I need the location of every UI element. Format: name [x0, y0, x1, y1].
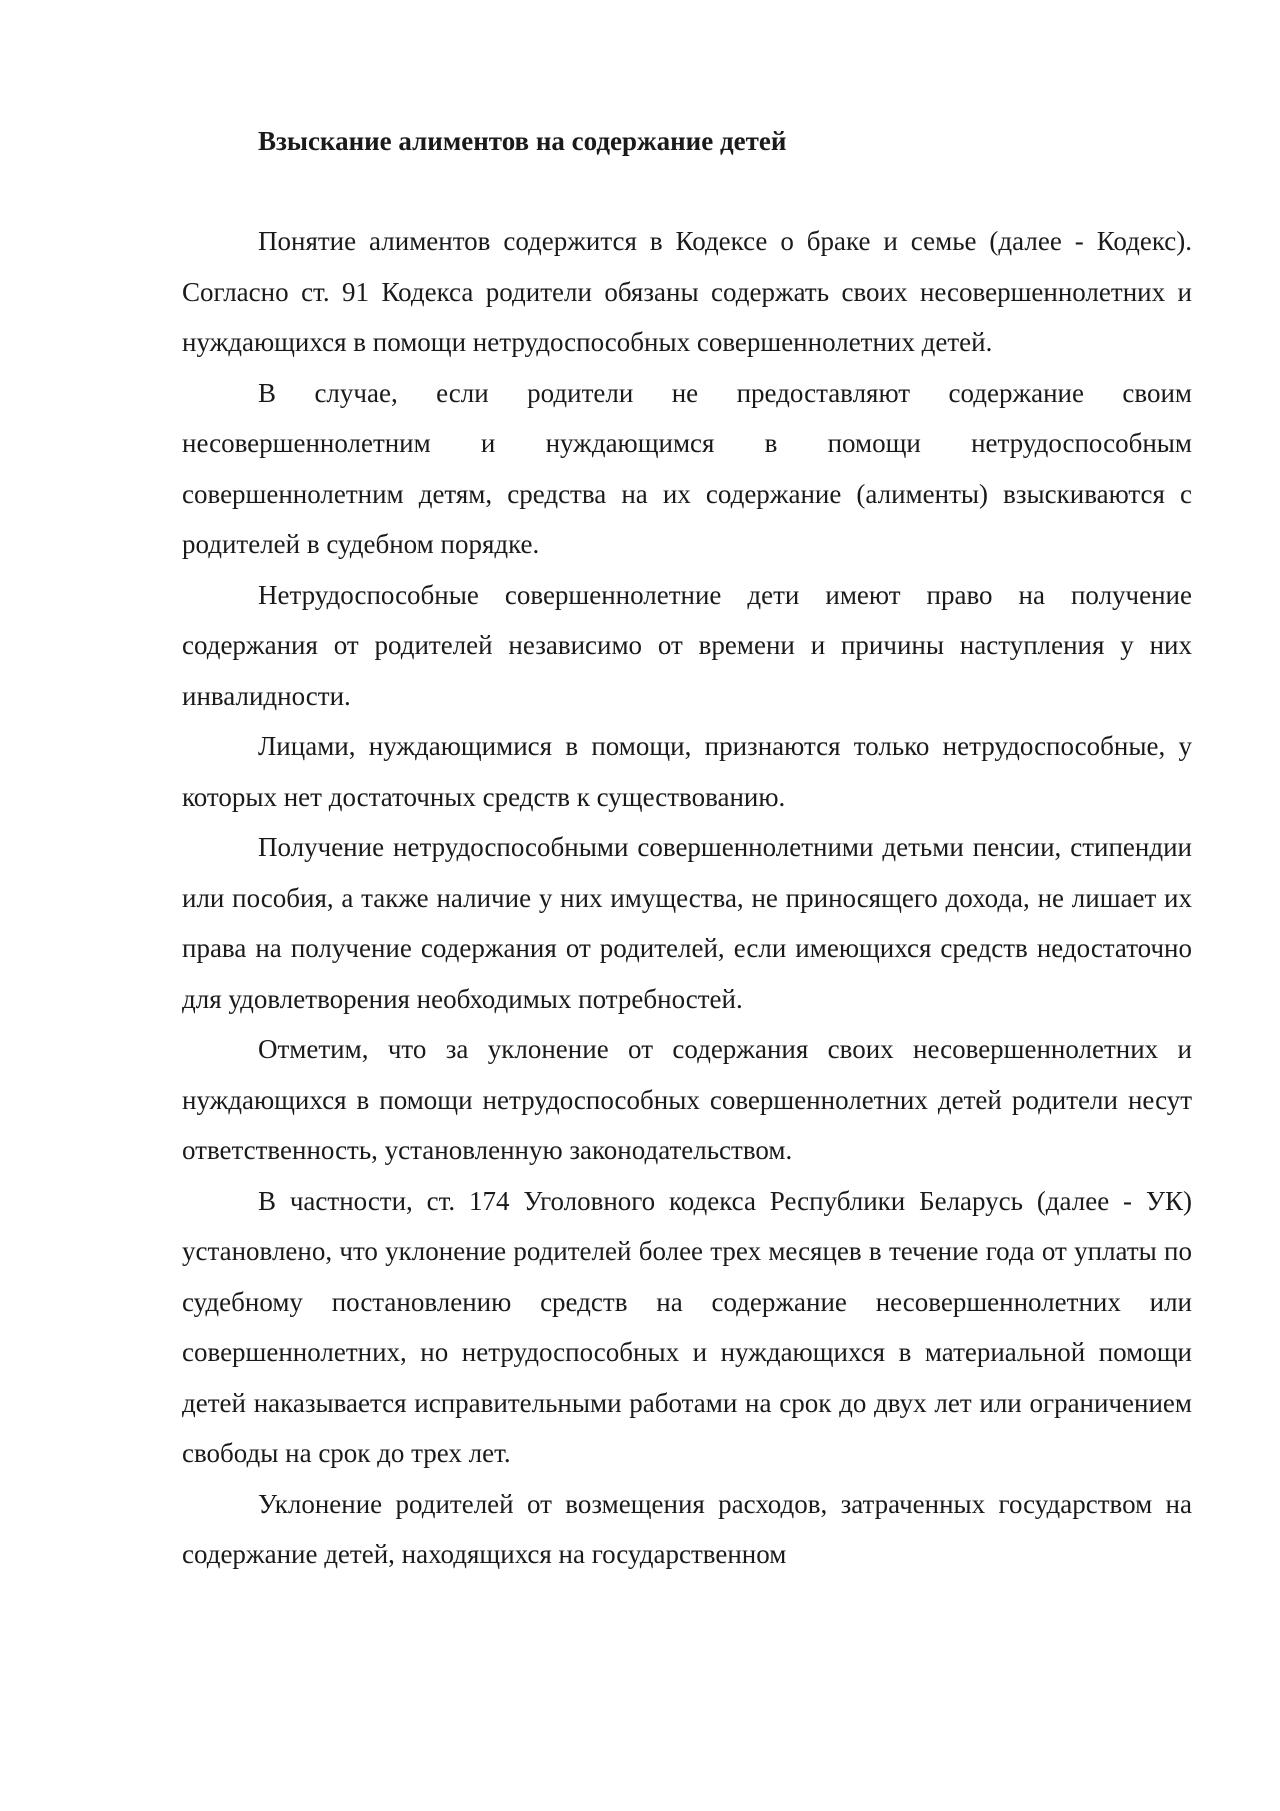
paragraph-6: Отметим, что за уклонение от содержания своих несовершеннолетних и нуждающихся в помощи нетрудоспособных совершеннолетних детей родители несут ответственность, установленную законодательством. — [182, 1034, 1192, 1165]
paragraph-3: Нетрудоспособные совершеннолетние дети имеют право на получение содержания от родителей независимо от времени и причины наступления у них инвалидности. — [182, 579, 1192, 711]
paragraph-1: Понятие алиментов содержится в Кодексе о браке и семье (далее - Кодекс). Согласно ст. 91 Кодекса родители обязаны содержать своих несовершеннолетних и нуждающихся в помощи нетрудоспособных совершеннолетних детей. — [182, 226, 1192, 357]
paragraph-8: Уклонение родителей от возмещения расходов, затраченных государством на содержание детей, находящихся на государственном — [182, 1488, 1192, 1569]
paragraph-4: Лицами, нуждающимися в помощи, признаются только нетрудоспособные, у которых нет достаточных средств к существованию. — [182, 731, 1192, 812]
document-body — [182, 116, 1192, 1580]
paragraph-7: В частности, ст. 174 Уголовного кодекса Республики Беларусь (далее - УК) установлено, что уклонение родителей более трех месяцев в течение года от уплаты по судебному постановлению средств на содержание несовершеннолетних или совершеннолетних, но нетрудоспособных и нуждающихся в материальной помощи детей наказывается исправительными работами на срок до двух лет или ограничением свободы на срок до трех лет. — [182, 1185, 1192, 1468]
paragraph-2: В случае, если родители не предоставляют содержание своим несовершеннолетним и нуждающимся в помощи нетрудоспособным совершеннолетним детям, средства на их содержание (алименты) взыскиваются с родителей в судебном порядке. — [182, 377, 1192, 559]
document-title: Взыскание алиментов на содержание детей — [258, 126, 787, 156]
paragraph-5: Получение нетрудоспособными совершеннолетними детьми пенсии, стипендии или пособия, а также наличие у них имущества, не приносящего дохода, не лишает их права на получение содержания от родителей, если имеющихся средств недостаточно для удовлетворения необходимых потребностей. — [182, 832, 1192, 1014]
